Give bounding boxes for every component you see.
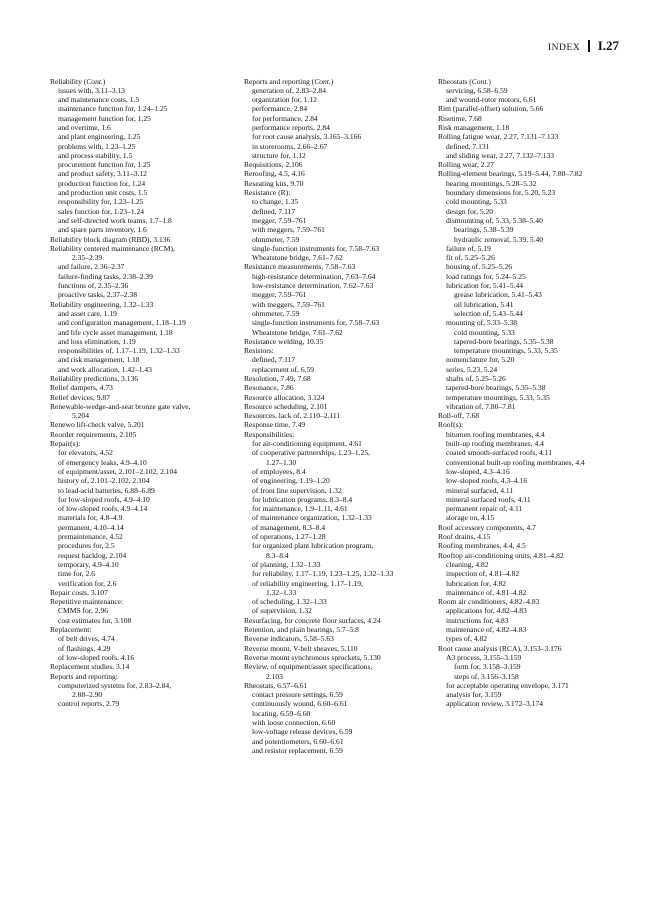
- index-subentry: storage on, 4.15: [446, 513, 495, 523]
- index-subentry: of low-sloped roofs, 4.16: [58, 652, 135, 662]
- index-subentry: of belt drives, 4.74: [58, 634, 115, 644]
- index-subentry: servicing, 6.58–6.59: [446, 85, 508, 95]
- index-entry: Renewable-wedge-and-seat bronze gate valve,: [50, 401, 191, 411]
- index-subentry: of supervision, 1.32: [252, 606, 312, 616]
- index-subentry: for organized plant lubrication program,: [252, 541, 374, 551]
- index-entry: Responsibilities:: [244, 429, 295, 439]
- index-subentry: of emergency leaks, 4.9–4.10: [58, 457, 147, 467]
- index-subentry: ohmmeter, 7.59: [252, 308, 300, 318]
- index-subentry: procurement function for, 1.25: [58, 160, 151, 170]
- index-entry: Review, of equipment/asset specifications,: [244, 662, 373, 672]
- index-subentry: bitumen roofing membranes, 4.4: [446, 429, 545, 439]
- index-subentry: 5.204: [72, 411, 89, 421]
- running-header: [548, 38, 619, 54]
- index-subentry: and overtime, 1.6: [58, 122, 111, 132]
- index-subentry: dismounting of, 5.33, 5.38–5.40: [446, 215, 543, 225]
- index-subentry: bearings, 5.38–5.39: [454, 225, 514, 235]
- index-subentry: for air-conditioning equipment, 4.61: [252, 439, 362, 449]
- index-subentry: maintenance function for, 1.24–1.25: [58, 104, 168, 114]
- index-subentry: steps of, 3.156–3.158: [454, 671, 519, 681]
- index-entry: Roof accessory components, 4.7: [438, 522, 536, 532]
- index-subentry: and self-directed work teams, 1.7–1.8: [58, 215, 172, 225]
- index-subentry: cost estimates for, 3.108: [58, 615, 132, 625]
- index-subentry: megger, 7.59–761: [252, 215, 307, 225]
- index-entry: Resistance (R):: [244, 188, 291, 198]
- page-number: I.27: [597, 38, 619, 53]
- index-subentry: mounting of, 5.33–5.38: [446, 318, 518, 328]
- index-subentry: and potentiometers, 6.60–6.61: [252, 736, 344, 746]
- index-entry: Resurfacing, for concrete floor surfaces, 4.24: [244, 615, 381, 625]
- index-entry: Rheostats (Cont.): [438, 76, 491, 86]
- index-entry: Relief dampers, 4.73: [50, 383, 113, 393]
- index-subentry: load ratings for, 5.24–5.25: [446, 271, 526, 281]
- index-subentry: low-sloped roofs, 4.3–4.16: [446, 476, 528, 486]
- index-entry: Reverse mount, V-belt sheaves, 5.110: [244, 643, 358, 653]
- index-subentry: types of, 4.82: [446, 634, 488, 644]
- index-subentry: procedures for, 2.5: [58, 541, 115, 551]
- index-entry: Resource allocation, 3.124: [244, 392, 325, 402]
- index-subentry: replacement of, 6.59: [252, 364, 315, 374]
- index-entry: Rolling fatigue wear, 2.27, 7.131–7.133: [438, 132, 559, 142]
- index-subentry: low-sloped, 4.3–4.16: [446, 466, 510, 476]
- index-subentry: to change, 1.35: [252, 197, 299, 207]
- index-entry: Rolling wear, 2.27: [438, 160, 494, 170]
- index-subentry: built-up roofing membranes, 4.4: [446, 439, 544, 449]
- index-subentry: tapered-bore bearings, 5.35–5.38: [454, 336, 554, 346]
- index-subentry: cold mounting, 5.33: [446, 197, 507, 207]
- index-entry: Reroofing, 4.5, 4.16: [244, 169, 305, 179]
- index-entry: Roof drains, 4.15: [438, 532, 491, 542]
- index-subentry: and failure, 2.36–2.37: [58, 262, 125, 272]
- index-entry: Rheostats, 6.57–6.61: [244, 680, 308, 690]
- index-subentry: and plant engineering, 1.25: [58, 132, 141, 142]
- index-subentry: shafts of, 5.25–5.26: [446, 374, 506, 383]
- index-subentry: mineral surfaced roofs, 4.11: [446, 494, 531, 504]
- index-subentry: cold mounting, 5.33: [454, 327, 515, 337]
- index-subentry: A3 process, 3.155–3.159: [446, 652, 522, 662]
- index-subentry: hydraulic removal, 5.39, 5.40: [454, 234, 544, 244]
- index-subentry: generation of, 2.83–2.84: [252, 85, 326, 95]
- index-subentry: for lubrication programs, 8.3–8.4: [252, 494, 353, 504]
- index-entry: Repair(s):: [50, 439, 81, 449]
- index-subentry: design for, 5.20: [446, 206, 494, 216]
- index-column-2: [244, 77, 424, 756]
- index-subentry: megger, 7.59–761: [252, 290, 307, 300]
- index-subentry: oil lubrication, 5.41: [454, 299, 514, 309]
- index-entry: Rolling-element bearings, 5.19–5.44, 7.80–7.82: [438, 169, 583, 179]
- index-subentry: responsibilities of, 1.17–1.19, 1.32–1.33: [58, 346, 180, 356]
- index-entry: Reverse indicators, 5.58–5.63: [244, 634, 334, 644]
- index-subentry: analysis for, 3.159: [446, 690, 502, 700]
- index-subentry: structure for, 1.12: [252, 150, 306, 160]
- index-subentry: verification for, 2.6: [58, 578, 117, 588]
- index-subentry: permanent, 4.10–4.14: [58, 522, 124, 532]
- index-subentry: of operations, 1.27–1.28: [252, 532, 326, 542]
- index-subentry: of low-sloped roofs, 4.9–4.14: [58, 504, 148, 514]
- index-entry: Risetime, 7.68: [438, 113, 482, 123]
- index-subentry: CMMS for, 2.96: [58, 606, 109, 616]
- index-subentry: for root cause analysis, 3.165–3.166: [252, 132, 362, 142]
- index-entry: Relief devices, 9.87: [50, 392, 110, 402]
- index-subentry: and life cycle asset management, 1.18: [58, 327, 173, 337]
- index-subentry: computerized systems for, 2.83–2.84,: [58, 680, 172, 690]
- index-entry: Rooftop air-conditioning units, 4.81–4.82: [438, 550, 564, 560]
- index-subentry: and asset care, 1.19: [58, 308, 117, 318]
- index-entry: Requisitions, 2.106: [244, 160, 303, 170]
- index-subentry: for maintenance, 1.9–1.11, 4.61: [252, 504, 348, 514]
- index-subentry: control reports, 2.79: [58, 699, 120, 709]
- index-subentry: premaintenance, 4.52: [58, 532, 123, 542]
- index-subentry: ohmmeter, 7.59: [252, 234, 300, 244]
- index-subentry: request backlog, 2.104: [58, 550, 127, 560]
- index-subentry: and risk management, 1.18: [58, 355, 140, 365]
- index-subentry: and process stability, 1.5: [58, 150, 133, 160]
- index-subentry: and work allocation, 1.42–1.43: [58, 364, 152, 374]
- index-entry: Repetitive maintenance:: [50, 597, 124, 607]
- index-subentry: responsibility for, 1.23–1.25: [58, 197, 144, 207]
- index-subentry: defined, 7.131: [446, 141, 490, 151]
- index-column-1: [50, 77, 230, 709]
- index-subentry: proactive tasks, 2.37–2.38: [58, 290, 138, 300]
- index-subentry: and configuration management, 1.18–1.19: [58, 318, 186, 328]
- index-subentry: and loss elimination, 1.19: [58, 336, 136, 346]
- index-subentry: low-resistance determination, 7.62–7.63: [252, 281, 374, 291]
- index-entry: Risk management, 1.18: [438, 122, 510, 132]
- index-subentry: and production unit costs, 1.5: [58, 188, 148, 198]
- index-subentry: locating, 6.59–6.60: [252, 708, 311, 718]
- index-subentry: lubrication for, 4.82: [446, 578, 507, 588]
- header-divider: [588, 40, 589, 52]
- index-subentry: for acceptable operating envelope, 3.171: [446, 680, 569, 690]
- index-subentry: maintenance of, 4.81–4.82: [446, 587, 527, 597]
- index-subentry: and wound-rotor motors, 6.61: [446, 95, 537, 105]
- index-subentry: of flashings, 4.29: [58, 643, 111, 653]
- index-subentry: for low-sloped roofs, 4.9–4.10: [58, 494, 150, 504]
- index-subentry: and product safety, 3.11–3.12: [58, 169, 147, 179]
- index-subentry: of scheduling, 1.32–1.33: [252, 597, 327, 607]
- index-subentry: and sliding wear, 2.27, 7.132–7.133: [446, 150, 555, 160]
- index-subentry: failure-finding tasks, 2.38–2.39: [58, 271, 153, 281]
- index-subentry: of planning, 1.32–1.33: [252, 559, 321, 569]
- index-subentry: and spare parts inventory, 1.6: [58, 225, 147, 235]
- index-subentry: tapered-bore bearings, 5.35–5.38: [446, 383, 546, 393]
- index-entry: Response time, 7.49: [244, 420, 306, 430]
- index-subentry: organization for, 1.12: [252, 95, 317, 105]
- index-subentry: form for, 3.158–3.159: [454, 662, 521, 672]
- index-entry: Rim (parallel-offset) solution, 5.66: [438, 104, 544, 114]
- index-entry: Reliability engineering, 1.32–1.33: [50, 299, 154, 309]
- index-subentry: time for, 2.6: [58, 569, 96, 579]
- index-entry: Resolution, 7.49, 7.68: [244, 374, 311, 383]
- index-subentry: high-resistance determination, 7.63–7.64: [252, 271, 376, 281]
- index-subentry: of maintenance organization, 1.32–1.33: [252, 513, 372, 523]
- index-subentry: contact pressure settings, 6.59: [252, 690, 343, 700]
- index-entry: Resistors:: [244, 346, 274, 356]
- index-subentry: of reliability engineering, 1.17–1.19,: [252, 578, 363, 588]
- index-subentry: in storerooms, 2.66–2.67: [252, 141, 328, 151]
- index-subentry: of cooperative partnerships, 1.23–1.25,: [252, 448, 370, 458]
- index-subentry: 1.32–1.33: [266, 587, 297, 597]
- index-subentry: Wheatstone bridge, 7.61–7.62: [252, 327, 343, 337]
- index-subentry: housing of, 5.25–5.26: [446, 262, 513, 272]
- index-entry: Reorder requirements, 2.105: [50, 429, 137, 439]
- index-subentry: grease lubrication, 5.41–5.43: [454, 290, 542, 300]
- index-subentry: 1.27–1.30: [266, 457, 297, 467]
- index-entry: Roll-off, 7.68: [438, 411, 480, 421]
- index-subentry: temporary, 4.9–4.10: [58, 559, 119, 569]
- index-subentry: inspection of, 4.81–4.82: [446, 569, 520, 579]
- index-entry: Resonance, 7.86: [244, 383, 294, 393]
- index-entry: Resource scheduling, 2.101: [244, 401, 328, 411]
- index-entry: Reseating kits, 9.70: [244, 178, 304, 188]
- index-entry: Replacement studies, 3.14: [50, 662, 130, 672]
- index-subentry: performance, 2.84: [252, 104, 308, 114]
- index-subentry: of front line supervision, 1.32: [252, 485, 342, 495]
- index-subentry: temperature mountings, 5.33, 5.35: [454, 346, 558, 356]
- index-entry: Reverse mount synchronous sprockets, 5.130: [244, 652, 381, 662]
- index-subentry: with loose connection, 6.60: [252, 717, 336, 727]
- index-subentry: defined, 7.117: [252, 355, 296, 365]
- index-entry: Renewo lift-check valve, 5.201: [50, 420, 145, 430]
- index-subentry: of management, 8.3–8.4: [252, 522, 326, 532]
- index-subentry: to lead-acid batteries, 6.88–6.89: [58, 485, 155, 495]
- index-subentry: selection of, 5.43–5.44: [454, 308, 523, 318]
- index-subentry: lubrication for, 5.41–5.44: [446, 281, 524, 291]
- index-subentry: application review, 3.172–3.174: [446, 699, 543, 709]
- index-subentry: for elevators, 4.52: [58, 448, 113, 458]
- index-subentry: sales function for, 1.23–1.24: [58, 206, 145, 216]
- index-entry: Root cause analysis (RCA), 3.153–3.176: [438, 643, 562, 653]
- index-subentry: permanent repair of, 4.11: [446, 504, 523, 514]
- index-subentry: series, 5.23, 5.24: [446, 364, 498, 374]
- index-entry: Replacement:: [50, 625, 92, 635]
- index-subentry: materials for, 4.8–4.9: [58, 513, 123, 523]
- index-entry: Roofing membranes, 4.4, 4.5: [438, 541, 526, 551]
- index-subentry: boundary dimensions for, 5.20, 5.23: [446, 188, 556, 198]
- index-subentry: performance reports, 2.84: [252, 122, 330, 132]
- index-subentry: with meggers, 7.59–761: [252, 299, 325, 309]
- index-subentry: and maintenance costs, 1.5: [58, 95, 140, 105]
- index-subentry: production function for, 1.24: [58, 178, 146, 188]
- index-subentry: conventional built-up roofing membranes, 4.4: [446, 457, 585, 467]
- index-entry: Retention, and plain bearings, 5.7–5.8: [244, 625, 359, 635]
- index-subentry: for reliability, 1.17–1.19, 1.23–1.25, 1.32–1.33: [252, 569, 394, 579]
- index-subentry: issues with, 3.11–3.13: [58, 85, 126, 95]
- index-subentry: mineral surfaced, 4.11: [446, 485, 514, 495]
- index-subentry: and resistor replacement, 6.59: [252, 745, 343, 755]
- index-subentry: management function for, 1.25: [58, 113, 151, 123]
- index-subentry: history of, 2.101–2.102, 2.104: [58, 476, 150, 486]
- index-subentry: maintenance of, 4.82–4.83: [446, 625, 527, 635]
- index-subentry: fit of, 5.25–5.26: [446, 253, 495, 263]
- index-entry: Reliability block diagram (RBD), 3.136: [50, 234, 171, 244]
- index-subentry: single-function instruments for, 7.58–7.63: [252, 243, 380, 253]
- index-subentry: 2.35–2.39: [72, 253, 103, 263]
- index-subentry: instructions for, 4.83: [446, 615, 509, 625]
- index-subentry: low-voltage release devices, 6.59: [252, 727, 353, 737]
- index-subentry: failure of, 5.19: [446, 243, 491, 253]
- index-subentry: cleaning, 4.82: [446, 559, 489, 569]
- running-header-title: INDEX: [547, 43, 581, 53]
- index-subentry: 2.88–2.90: [72, 690, 103, 700]
- index-subentry: of engineering, 1.19–1.20: [252, 476, 330, 486]
- index-subentry: coated smooth-surfaced roofs, 4.11: [446, 448, 552, 458]
- index-entry: Repair costs, 3.107: [50, 587, 108, 597]
- index-subentry: of employees, 8.4: [252, 466, 306, 476]
- index-entry: Room air conditioners, 4.82–4.83: [438, 597, 540, 607]
- index-entry: Resistance measurements, 7.58–7.63: [244, 262, 356, 272]
- index-entry: Roof(s):: [438, 420, 464, 430]
- index-subentry: for performance, 2.84: [252, 113, 318, 123]
- index-entry: Reports and reporting:: [50, 671, 118, 681]
- index-column-3: [438, 77, 618, 709]
- index-subentry: bearing mountings, 5.28–5.32: [446, 178, 537, 188]
- index-subentry: with meggers, 7.59–761: [252, 225, 325, 235]
- index-subentry: 8.3–8.4: [266, 550, 289, 560]
- index-subentry: functions of, 2.35–2.36: [58, 281, 129, 291]
- index-subentry: 2.103: [266, 671, 283, 681]
- index-entry: Resources, lack of, 2.110–2.111: [244, 411, 341, 421]
- index-entry: Resistance welding, 10.35: [244, 336, 324, 346]
- index-subentry: single-function instruments for, 7.58–7.63: [252, 318, 380, 328]
- index-subentry: vibration of, 7.80–7.81: [446, 401, 516, 411]
- index-subentry: defined, 7.117: [252, 206, 296, 216]
- index-subentry: applications for, 4.82–4.83: [446, 606, 527, 616]
- index-entry: Reliability centered maintenance (RCM),: [50, 243, 175, 253]
- index-subentry: nomenclature for, 5.20: [446, 355, 515, 365]
- index-subentry: temperature mountings, 5.33, 5.35: [446, 392, 550, 402]
- index-entry: Reliability (Cont.): [50, 76, 106, 86]
- index-entry: Reports and reporting (Cont.): [244, 76, 334, 86]
- index-subentry: of equipment/asset, 2.101–2.102, 2.104: [58, 466, 178, 476]
- index-entry: Reliability predictions, 3.136: [50, 374, 139, 383]
- index-subentry: continuously wound, 6.60–6.61: [252, 699, 348, 709]
- index-subentry: problems with, 1.23–1.25: [58, 141, 136, 151]
- index-subentry: Wheatstone bridge, 7.61–7.62: [252, 253, 343, 263]
